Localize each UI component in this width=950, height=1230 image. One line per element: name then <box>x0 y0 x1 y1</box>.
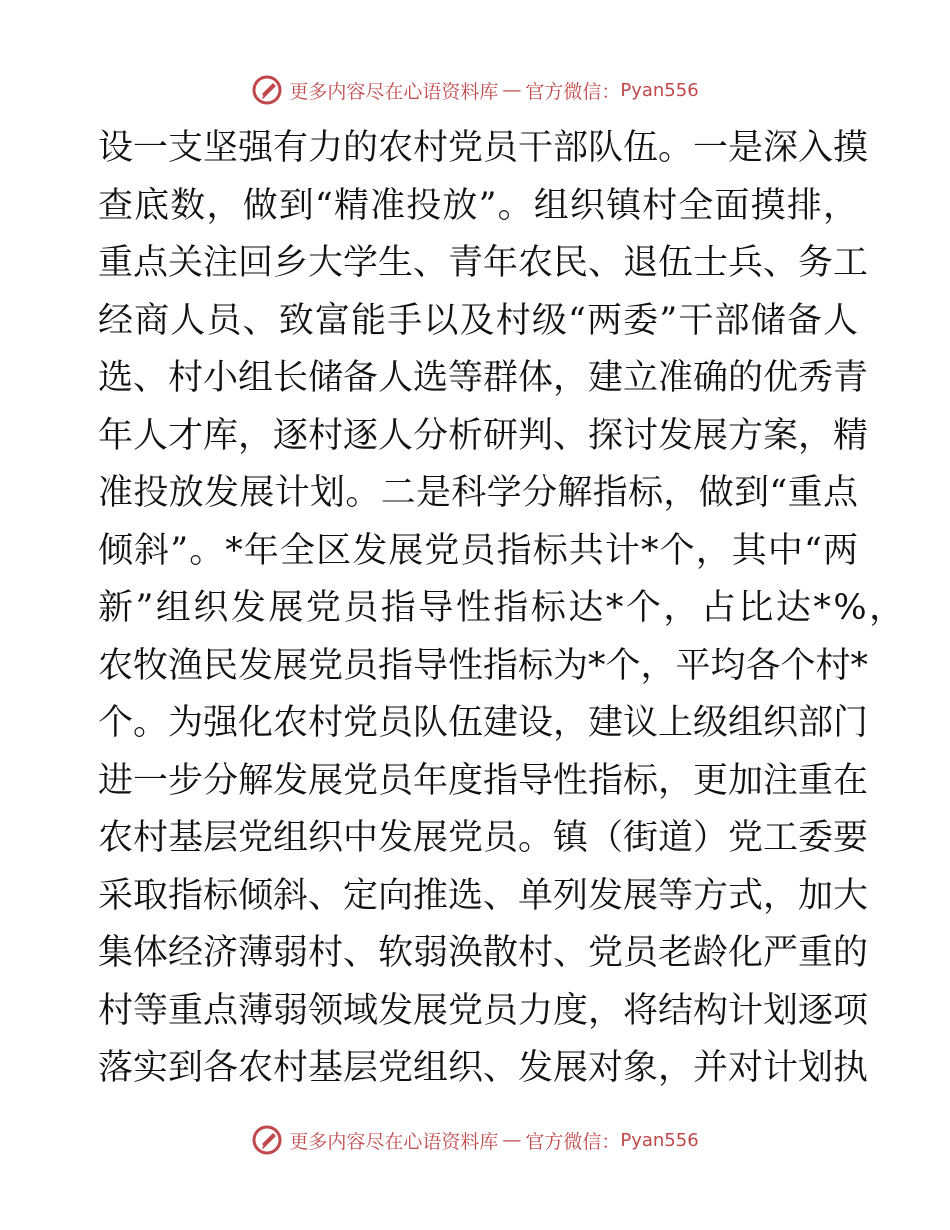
text-line: 倾斜”。*年全区发展党员指标共计*个，其中“两 <box>98 530 858 571</box>
text-line: 准投放发展计划。二是科学分解指标，做到“重点 <box>98 473 858 513</box>
text-line: 设一支坚强有力的农村党员干部队伍。一是深入摸 <box>98 128 869 168</box>
watermark-brand: 更多内容尽在心语资料库 <box>289 80 499 103</box>
watermark-separator: — <box>502 1129 522 1151</box>
document-body <box>98 120 907 1098</box>
logo-icon <box>251 74 283 106</box>
text-line: 查底数，做到“精准投放”。组织镇村全面摸排， <box>98 185 858 226</box>
header-watermark <box>0 70 950 110</box>
text-line: 经商人员、致富能手以及村级“两委”干部储备人 <box>98 300 858 341</box>
text-line: 重点关注回乡大学生、青年农民、退伍士兵、务工 <box>98 243 869 283</box>
logo-icon <box>251 1124 283 1156</box>
text-line: 采取指标倾斜、定向推选、单列发展等方式，加大 <box>98 875 869 916</box>
watermark-brand: 更多内容尽在心语资料库 <box>289 1130 499 1153</box>
text-line: 选、村小组长储备人选等群体，建立准确的优秀青 <box>98 358 869 398</box>
watermark-contact-id: Pyan556 <box>620 1129 699 1151</box>
text-line: 新”组织发展党员指导性指标达*个，占比达*%， <box>98 588 907 628</box>
text-line: 年人才库，逐村逐人分析研判、探讨发展方案，精 <box>98 415 869 456</box>
text-line: 进一步分解发展党员年度指导性指标，更加注重在 <box>98 760 869 801</box>
watermark-contact-label: 官方微信： <box>525 1130 621 1153</box>
text-line: 村等重点薄弱领域发展党员力度，将结构计划逐项 <box>98 990 869 1031</box>
text-line: 落实到各农村基层党组织、发展对象，并对计划执 <box>98 1048 869 1088</box>
text-line: 个。为强化农村党员队伍建设，建议上级组织部门 <box>98 703 869 743</box>
watermark-contact-id: Pyan556 <box>620 79 699 101</box>
footer-watermark <box>0 1120 950 1160</box>
text-line: 集体经济薄弱村、软弱涣散村、党员老龄化严重的 <box>98 933 869 973</box>
watermark-contact-label: 官方微信： <box>525 80 621 103</box>
watermark-separator: — <box>502 79 522 101</box>
text-line: 农牧渔民发展党员指导性指标为*个，平均各个村* <box>98 645 869 686</box>
text-line: 农村基层党组织中发展党员。镇（街道）党工委要 <box>98 818 869 858</box>
